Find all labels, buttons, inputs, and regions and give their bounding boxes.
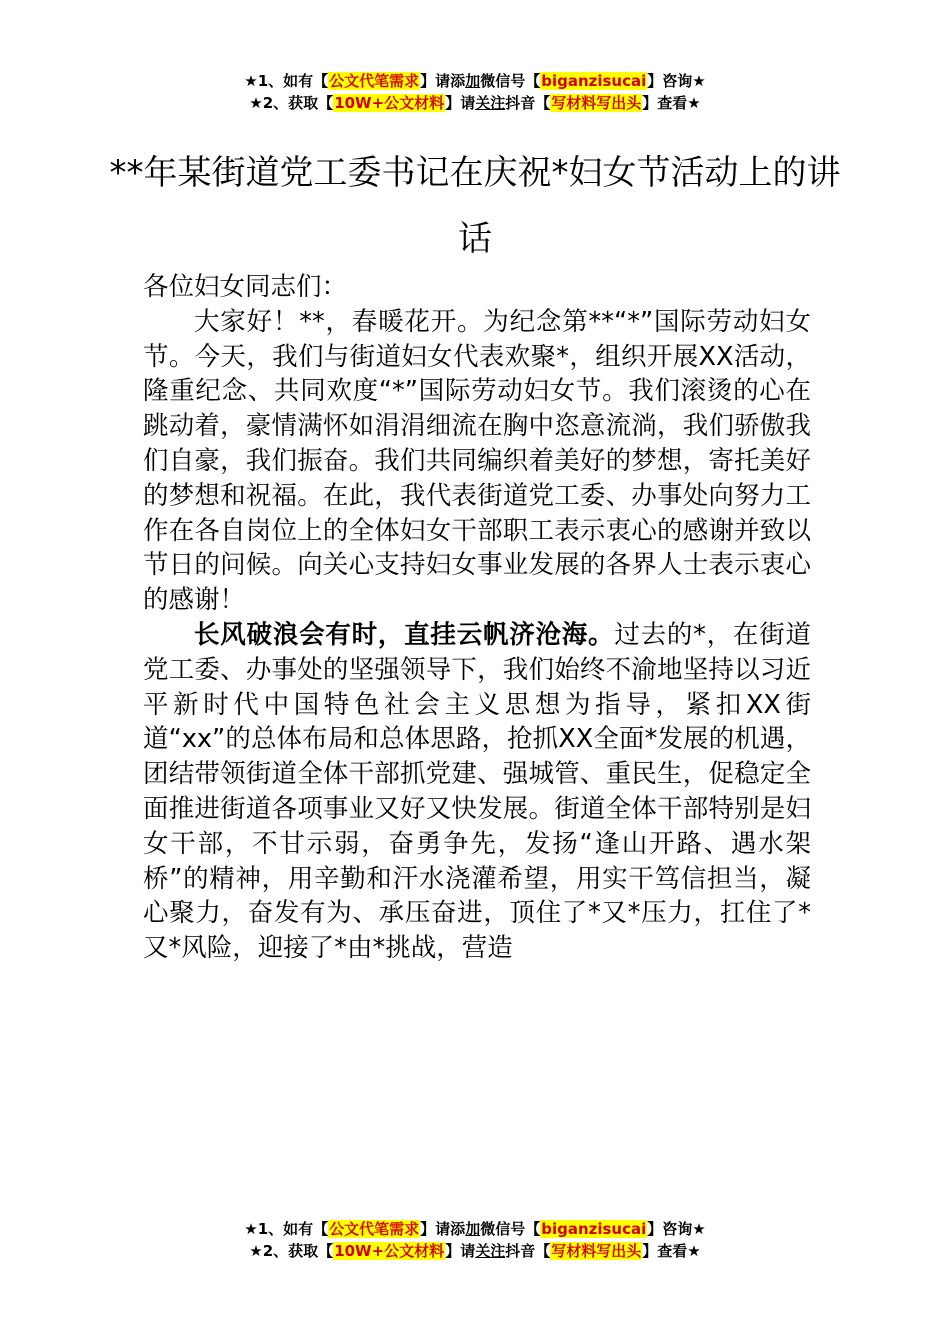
promo-text: ★1、如有【 [244,1220,329,1238]
promo-line-1 [0,1218,950,1240]
promo-text: ★2、获取【 [249,94,334,112]
promo-line-2 [0,92,950,114]
salutation: 各位妇女同志们： [143,272,348,302]
footer-promo-banner [0,1218,950,1262]
promo-text: 微信号【 [480,1220,541,1238]
promo-text: 】查看★ [642,94,701,112]
paragraph-2 [143,618,811,966]
promo-highlight: 公文代笔需求 [329,1220,420,1238]
promo-text: ★2、获取【 [249,1242,334,1260]
promo-text: 】咨询★ [647,1220,706,1238]
promo-highlight: 10W+公文材料 [334,94,445,112]
promo-text: 】请添 [420,72,466,90]
document-title: **年某街道党工委书记在庆祝*妇女节活动上的讲话 [109,153,841,259]
header-promo-banner [0,70,950,114]
promo-text: 微信号【 [480,72,541,90]
promo-underlined: 加 [465,72,481,90]
promo-text: 】请 [445,94,476,112]
promo-douyin-id: 写材料写出头 [551,1242,642,1260]
promo-wechat-id: biganzisucai [541,1220,647,1238]
promo-text: 】咨询★ [647,72,706,90]
promo-text: 】请 [445,1242,476,1260]
promo-douyin-id: 写材料写出头 [551,94,642,112]
promo-wechat-id: biganzisucai [541,72,647,90]
paragraph-2-lead: 长风破浪会有时，直挂云帆济沧海。 [194,619,615,650]
promo-line-2 [0,1240,950,1262]
promo-text: ★1、如有【 [244,72,329,90]
promo-highlight: 10W+公文材料 [334,1242,445,1260]
promo-underlined: 关注 [475,1242,506,1260]
paragraph-1: 大家好！**，春暖花开。为纪念第**“*”国际劳动妇女节。今天，我们与街道妇女代表欢聚*，组织开展XX活动，隆重纪念、共同欢度“*”国际劳动妇女节。我们滚烫的心在跳动着，豪情满怀如涓涓细流在胸中恣意流淌，我们骄傲我们自豪，我们振奋。我们共同编织着美好的梦想，寄托美好的梦想和祝福。在此，我代表街道党工委、办事处向努力工作在各自岗位上的全体妇女干部职工表示衷心的感谢并致以节日的问候。向关心支持妇女事业发展的各界人士表示衷心的感谢！ [143,306,811,616]
promo-underlined: 关注 [475,94,506,112]
promo-text: 抖音【 [505,94,551,112]
promo-highlight: 公文代笔需求 [329,72,420,90]
promo-text: 】查看★ [642,1242,701,1260]
promo-line-1 [0,70,950,92]
promo-underlined: 加 [465,1220,481,1238]
promo-text: 抖音【 [505,1242,551,1260]
paragraph-2-text: 过去的*，在街道党工委、办事处的坚强领导下，我们始终不渝地坚持以习近平新时代中国特色社会主义思想为指导，紧扣XX街道“xx”的总体布局和总体思路，抢抓XX全面*发展的机遇，团结带领街道全体干部抓党建、强城管、重民生，促稳定全面推进街道各项事业又好又快发展。街道全体干部特别是妇女干部，不甘示弱，奋勇争先，发扬“逢山开路、遇水架桥”的精神，用辛勤和汗水浇灌希望，用实干笃信担当，凝心聚力，奋发有为、承压奋进，顶住了*又*压力，扛住了*又*风险，迎接了*由*挑战，营造 [143,619,811,964]
promo-text: 】请添 [420,1220,466,1238]
document-body [143,270,811,966]
